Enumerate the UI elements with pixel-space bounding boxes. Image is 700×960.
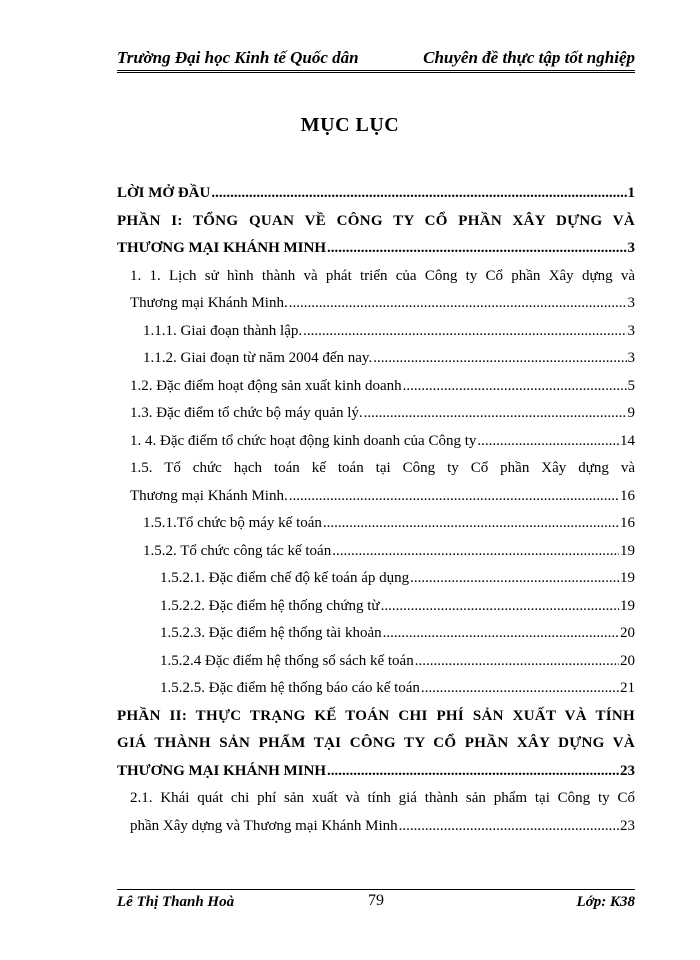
- toc-entry-page: 19: [620, 570, 635, 586]
- toc-entry-page: 23: [620, 817, 635, 834]
- toc-entry[interactable]: [117, 208, 635, 263]
- toc-entry[interactable]: [117, 675, 635, 703]
- toc-entry-page: 19: [620, 542, 635, 559]
- toc-entry-text: 1.3. Đặc điểm tổ chức bộ máy quản lý.: [130, 405, 363, 421]
- toc-entry[interactable]: [117, 345, 635, 373]
- toc-entry[interactable]: [117, 180, 635, 208]
- toc-entry[interactable]: [117, 620, 635, 648]
- table-of-contents: [117, 180, 635, 840]
- toc-entry-text: GIÁ THÀNH SẢN PHẨM TẠI CÔNG TY CỔ PHẦN XÂY DỰNG VÀ: [117, 735, 635, 751]
- toc-entry-text: 1.1.1. Giai đoạn thành lập.: [143, 322, 303, 339]
- toc-entry-text: 1.5.2.1. Đặc điểm chế độ kế toán áp dụng: [160, 570, 410, 586]
- toc-entry-text: 1.5. Tổ chức hạch toán kế toán tại Công ty Cổ phần Xây dựng và: [130, 460, 635, 476]
- toc-entry-page: 19: [620, 597, 635, 614]
- toc-entry-page: 9: [627, 405, 635, 421]
- toc-entry-text: 1. 4. Đặc điểm tổ chức hoạt động kinh doanh của Công ty: [130, 432, 477, 449]
- toc-entry-page: 14: [620, 432, 635, 449]
- toc-entry-page: 23: [620, 762, 635, 779]
- document-type: Chuyên đề thực tập tốt nghiệp: [423, 48, 635, 67]
- toc-entry-text: 1.5.2.5. Đặc điểm hệ thống báo cáo kế toán: [160, 680, 420, 696]
- toc-entry-text: 1.1.2. Giai đoạn từ năm 2004 đến nay.: [143, 350, 373, 366]
- toc-entry[interactable]: [117, 318, 635, 346]
- class-label: Lớp: K38: [576, 894, 635, 910]
- toc-entry[interactable]: [117, 648, 635, 676]
- author-name: Lê Thị Thanh Hoà: [117, 894, 235, 910]
- toc-entry-text: 1.5.2. Tổ chức công tác kế toán: [143, 542, 332, 559]
- toc-entry-page: 3: [627, 322, 635, 339]
- toc-entry[interactable]: [117, 593, 635, 621]
- toc-entry-text: PHẦN II: THỰC TRẠNG KẾ TOÁN CHI PHÍ SẢN XUẤT VÀ TÍNH: [117, 707, 635, 724]
- toc-entry-text: THƯƠNG MẠI KHÁNH MINH: [117, 762, 327, 779]
- page-header: [117, 42, 635, 73]
- toc-entry[interactable]: [117, 373, 635, 401]
- toc-entry[interactable]: [117, 703, 635, 786]
- page-number: 79: [368, 892, 384, 909]
- toc-entry[interactable]: [117, 455, 635, 510]
- toc-entry[interactable]: [117, 565, 635, 593]
- toc-entry-page: 21: [620, 680, 635, 696]
- toc-entry-page: 16: [620, 515, 635, 531]
- toc-entry-text: PHẦN I: TỔNG QUAN VỀ CÔNG TY CỔ PHẦN XÂY DỰNG VÀ: [117, 212, 635, 229]
- toc-entry-text: Thương mại Khánh Minh.: [130, 487, 288, 504]
- toc-entry-text: LỜI MỞ ĐẦU: [117, 185, 211, 201]
- toc-entry-text: Thương mại Khánh Minh.: [130, 295, 288, 311]
- toc-entry-page: 20: [620, 625, 635, 641]
- page-footer: [117, 889, 635, 910]
- page-title: MỤC LỤC: [300, 114, 400, 136]
- toc-entry[interactable]: [117, 400, 635, 428]
- toc-entry-text: 1.5.1.Tổ chức bộ máy kế toán: [143, 515, 322, 531]
- toc-entry-text: 1.5.2.2. Đặc điểm hệ thống chứng từ: [160, 597, 380, 614]
- toc-entry[interactable]: [117, 263, 635, 318]
- toc-entry-page: 3: [627, 350, 635, 366]
- toc-entry[interactable]: [117, 785, 635, 840]
- toc-entry-page: 16: [620, 487, 635, 504]
- toc-entry-text: 1.5.2.3. Đặc điểm hệ thống tài khoản: [160, 625, 382, 641]
- toc-entry-page: 20: [620, 652, 635, 669]
- toc-entry-text: phần Xây dựng và Thương mại Khánh Minh: [130, 817, 398, 834]
- toc-entry[interactable]: [117, 538, 635, 566]
- toc-entry-text: 2.1. Khái quát chi phí sản xuất và tính giá thành sản phẩm tại Công ty Cổ: [130, 790, 635, 806]
- toc-entry-page: 5: [627, 377, 635, 394]
- toc-entry[interactable]: [117, 510, 635, 538]
- toc-entry-text: 1.5.2.4 Đặc điểm hệ thống sổ sách kế toán: [160, 652, 414, 669]
- toc-entry-page: 3: [627, 240, 635, 256]
- toc-entry-text: 1.2. Đặc điểm hoạt động sản xuất kinh doanh: [130, 377, 402, 394]
- toc-entry-text: THƯƠNG MẠI KHÁNH MINH: [117, 240, 327, 256]
- toc-entry-text: 1. 1. Lịch sử hình thành và phát triển của Công ty Cổ phần Xây dựng và: [130, 267, 635, 284]
- university-name: Trường Đại học Kinh tế Quốc dân: [117, 48, 359, 67]
- toc-entry[interactable]: [117, 428, 635, 456]
- toc-entry-page: 3: [627, 295, 635, 311]
- toc-entry-page: 1: [627, 185, 635, 201]
